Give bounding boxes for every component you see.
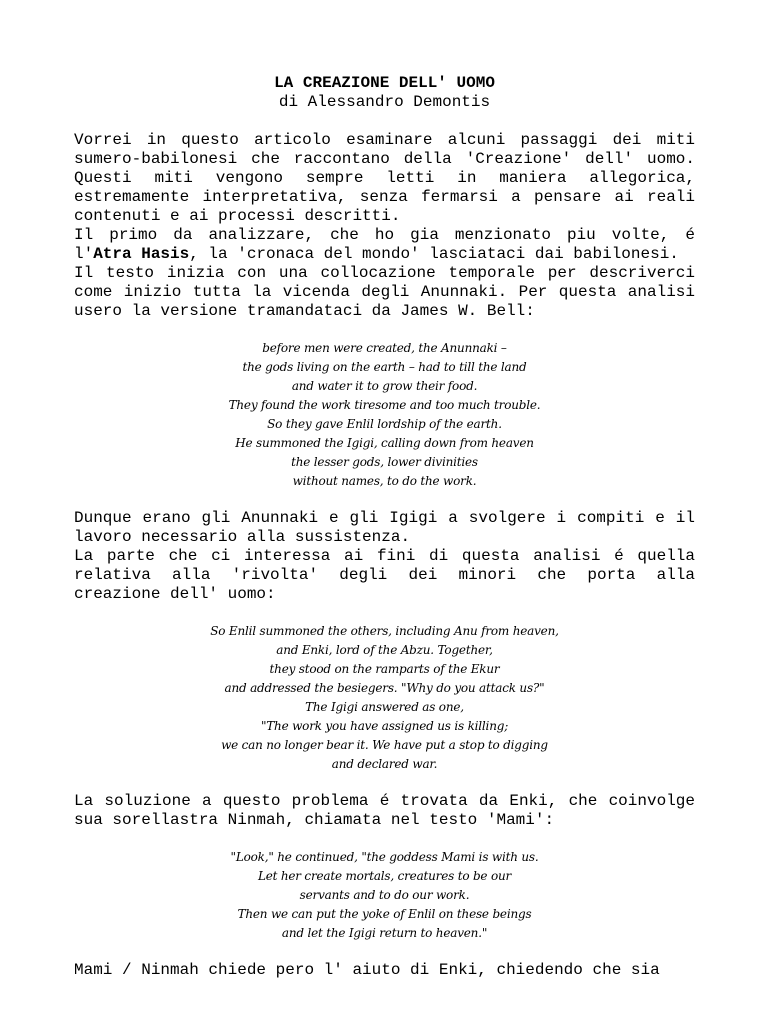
paragraph-mami-ninmah: Mami / Ninmah chiede pero l' aiuto di Enki, chiedendo che sia — [74, 961, 660, 979]
paragraph-intro: Vorrei in questo articolo esaminare alcuni passaggi dei miti sumero-babilonesi che raccontano della 'Creazione' dell' uomo. Questi miti vengono sempre letti in maniera allegorica, estremamente interpretativa, senza fermarsi a pensare ai reali contenuti e ai processi descritti. — [74, 131, 695, 225]
atra-hasis-bold: Atra Hasis — [93, 245, 190, 263]
paragraph-rivolta: La parte che ci interessa ai fini di questa analisi é quella relativa alla 'rivolta' degli dei minori che porta alla creazione dell' uomo: — [74, 547, 695, 603]
quote-line: The Igigi answered as one, — [305, 700, 464, 714]
document-page — [74, 74, 695, 980]
paragraph-anunnaki-igigi: Dunque erano gli Anunnaki e gli Igigi a svolgere i compiti e il lavoro necessario alla sussistenza. — [74, 509, 695, 546]
quote-block-2 — [74, 622, 695, 774]
quote-block-1 — [74, 339, 695, 491]
quote-line: Then we can put the yoke of Enlil on these beings — [237, 907, 532, 921]
quote-block-3 — [74, 848, 695, 943]
quote-line: They found the work tiresome and too much trouble. — [228, 398, 541, 412]
quote-line: He summoned the Igigi, calling down from heaven — [235, 436, 534, 450]
quote-line: "The work you have assigned us is killing; — [260, 719, 509, 733]
quote-line: the gods living on the earth – had to till the land — [242, 360, 527, 374]
quote-line: and let the Igigi return to heaven." — [281, 926, 488, 940]
quote-line: and addressed the besiegers. "Why do you attack us?" — [224, 681, 545, 695]
paragraph-atra-hasis-end: , la 'cronaca del mondo' lasciataci dai babilonesi. — [189, 245, 679, 263]
paragraph-atra-hasis-start: Il primo da analizzare, che ho gia menzionato piu volte, é l' — [74, 226, 695, 263]
document-title: LA CREAZIONE DELL' UOMO — [274, 74, 495, 92]
quote-line: So Enlil summoned the others, including Anu from heaven, — [210, 624, 559, 638]
quote-line: they stood on the ramparts of the Ekur — [269, 662, 500, 676]
quote-line: So they gave Enlil lordship of the earth. — [267, 417, 502, 431]
quote-line: and Enki, lord of the Abzu. Together, — [276, 643, 493, 657]
paragraph-soluzione: La soluzione a questo problema é trovata da Enki, che coinvolge sua sorellastra Ninmah, chiamata nel testo 'Mami': — [74, 792, 695, 829]
quote-line: without names, to do the work. — [292, 474, 477, 488]
quote-line: before men were created, the Anunnaki – — [262, 341, 507, 355]
quote-line: and water it to grow their food. — [291, 379, 478, 393]
quote-line: servants and to do our work. — [299, 888, 470, 902]
quote-line: the lesser gods, lower divinities — [291, 455, 478, 469]
document-author: di Alessandro Demontis — [278, 93, 491, 111]
quote-line: we can no longer bear it. We have put a stop to digging — [221, 738, 548, 752]
quote-line: Let her create mortals, creatures to be our — [257, 869, 512, 883]
paragraph-atra-hasis — [74, 226, 695, 264]
paragraph-testo-inizia: Il testo inizia con una collocazione temporale per descriverci come inizio tutta la vicenda degli Anunnaki. Per questa analisi usero la versione tramandataci da James W. Bell: — [74, 264, 695, 320]
quote-line: "Look," he continued, "the goddess Mami is with us. — [230, 850, 539, 864]
quote-line: and declared war. — [331, 757, 438, 771]
